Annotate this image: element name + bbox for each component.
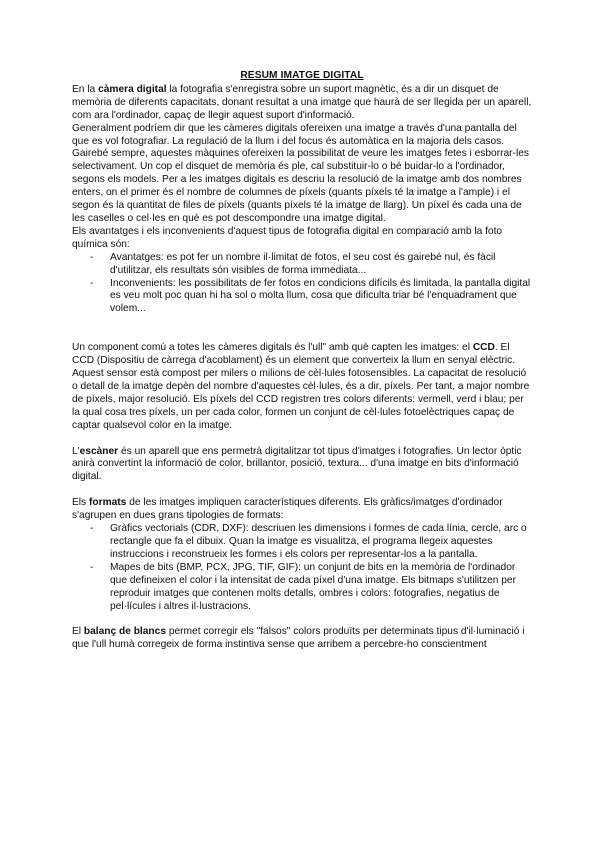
term-white-balance: balanç de blancs bbox=[83, 626, 166, 638]
spacer bbox=[72, 484, 532, 497]
text-run: . El CCD (Dispositiu de càrrega d'acoblament) és un element que converteix la llum en senyal elèctric. Aquest sensor està compost per milers o milions de cèl·lules fotosensibles. La capacitat de resolució o detall de la imatge depèn del nombre d'aquestes cèl·lules, és a dir, píxels. Per tant, a major nombre de píxels, major resolució. Els píxels del CCD registren tres colors diferents: vermell, verd i blau; per la qual cosa tres píxels, un per cada color, formen un conjunt de cèl·lules fotoelèctriques capaç de captar qualsevol color en la imatge. bbox=[72, 342, 530, 431]
formats-list bbox=[72, 523, 532, 613]
list-item-text: Avantatges: es pot fer un nombre il·limitat de fotos, el seu cost és gairebé nul, és fàcil d'utilitzar, els resultats són visibles de forma immediata... bbox=[110, 251, 496, 276]
list-item-vector bbox=[72, 523, 532, 562]
list-item-text: Mapes de bits (BMP, PCX, JPG, TIF, GIF): un conjunt de bits en la memòria de l'ordinador que defineixen el color i la intensitat de cada píxel d'una imatge. Els bitmaps s'utilitzen per reproduir imatges que contenen molts detalls, ombres i colors: fotografies, negatius de pel·lícules i altres il·lustracions. bbox=[110, 561, 516, 612]
text-run: Els bbox=[72, 497, 89, 509]
term-digital-camera: càmera digital bbox=[98, 83, 167, 95]
dash-bullet: - bbox=[90, 561, 94, 573]
document-title: RESUM IMATGE DIGITAL bbox=[240, 70, 364, 81]
spacer bbox=[72, 433, 532, 446]
pros-cons-intro: Els avantatges i els inconvenients d'aquest tipus de fotografia digital en comparació amb la foto química són: bbox=[72, 225, 503, 250]
dash-bullet: - bbox=[90, 251, 94, 263]
text-run: permet corregir els "falsos" colors produïts per determinats tipus d'il·luminació i que l'ull humà corregeix de forma instintiva sense que arribem a percebre-ho conscientment bbox=[72, 626, 525, 651]
list-item-text: Inconvenients: les possibilitats de fer fotos en condicions difícils és limitada, la pantalla digital es veu molt poc quan hi ha sol o molta llum, cosa que dificulta triar bé l'enquadrament que volem... bbox=[110, 277, 531, 315]
text-run: Un component comú a totes les càmeres digitals és l'ull" amb què capten les imatges: el bbox=[72, 342, 473, 354]
scanner-paragraph bbox=[72, 446, 532, 485]
camera-paragraph bbox=[72, 84, 532, 123]
spacer bbox=[72, 613, 532, 626]
camera-general-paragraph: Generalment podríem dir que les càmeres digitals ofereixen una imatge a través d'una pantalla del que es vol fotografiar. La regulació de la llum i del focus és automàtica en la majoria dels casos. Gairebé sempre, aquestes màquines ofereixen la possibilitat de veure les imatges fetes i esborrar-les selectivament. Un cop el disquet de memòria és ple, cal substituir-lo o bé buidar-lo a l'ordinador, segons els models. Per a les imatges digitals es descriu la resolució de la imatge amb dos nombres enters, on el primer és el nombre de columnes de píxels (quants píxels té la imatge a l'ample) i el segon és la quantitat de files de píxels (quants píxels té la imatge de llarg). Un píxel és cada una de les caselles o cel·les en què es pot descompondre una imatge digital. bbox=[72, 122, 529, 224]
text-run: El bbox=[72, 626, 84, 638]
text-run: és un aparell que ens permetrà digitalitzar tot tipus d'imatges i fotografies. Un lector òptic anirà convertint la informació de color, brillantor, posició, textura... d'una imatge en bits d'informació digital. bbox=[72, 445, 522, 483]
formats-paragraph bbox=[72, 497, 532, 523]
list-item-bitmap bbox=[72, 562, 532, 614]
list-item-text: Gràfics vectorials (CDR, DXF): descriuen les dimensions i formes de cada línia, cercle, arc o rectangle que fa el dibuix. Quan la imatge es visualitza, el programa llegeix aquestes instruccions i reconstrueix les formes i els colors per representar-los a la pantalla. bbox=[110, 523, 527, 560]
list-item-disadvantages bbox=[72, 278, 532, 317]
ccd-paragraph bbox=[72, 342, 532, 432]
dash-bullet: - bbox=[90, 277, 94, 289]
term-scanner: escàner bbox=[79, 445, 119, 457]
text-run: L' bbox=[72, 445, 80, 457]
term-ccd: CCD bbox=[472, 342, 495, 354]
text-run: la fotografia s'enregistra sobre un suport magnètic, és a dir un disquet de memòria de diferents capacitats, donant resultat a una imatge que haurà de ser llegida per un aparell, com ara l'ordinador, capaç de llegir aquest suport d'informació. bbox=[72, 83, 532, 121]
pros-cons-list bbox=[72, 252, 532, 317]
spacer bbox=[72, 329, 532, 342]
document-page bbox=[72, 70, 532, 652]
text-run: de les imatges impliquen característiques diferents. Els gràfics/imatges d'ordinador s'agrupen en dues grans tipologies de formats: bbox=[72, 497, 503, 522]
white-balance-paragraph bbox=[72, 626, 532, 652]
spacer bbox=[72, 316, 532, 329]
text-run: En la bbox=[72, 83, 99, 95]
term-formats: formats bbox=[88, 497, 127, 509]
dash-bullet: - bbox=[90, 523, 94, 535]
list-item-advantages bbox=[72, 252, 532, 278]
